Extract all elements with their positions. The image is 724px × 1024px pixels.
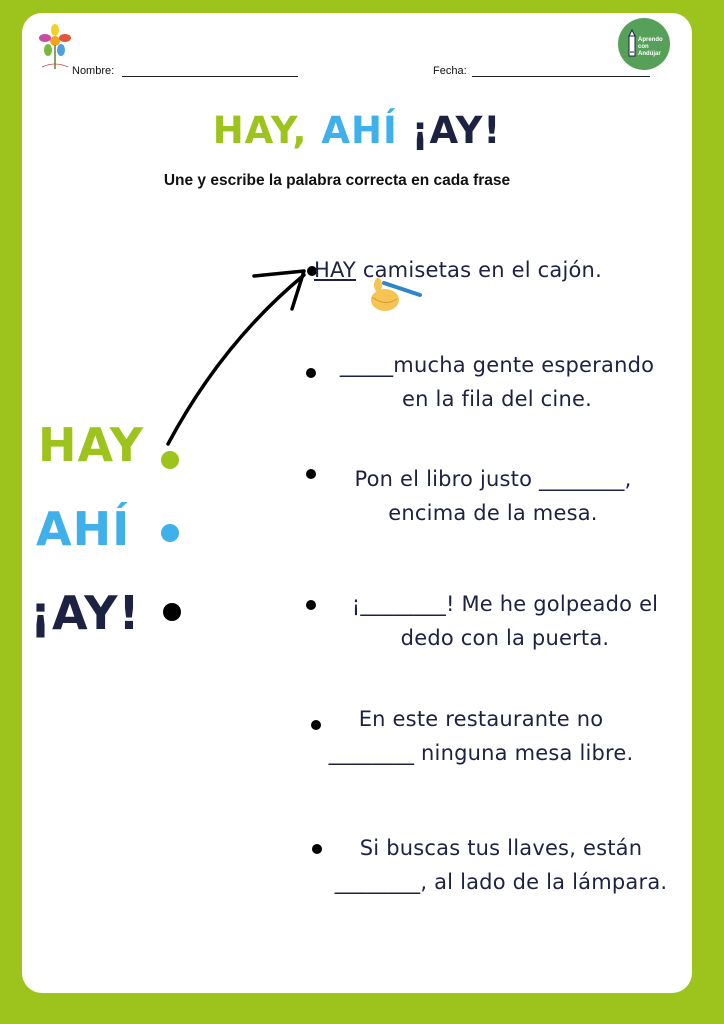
worksheet (22, 13, 692, 993)
sentence-5-line2: ________ ninguna mesa libre. (328, 741, 634, 765)
sentence-1-answer[interactable]: HAY (314, 258, 356, 282)
title-hay: HAY, (212, 109, 308, 152)
nombre-label: Nombre: (72, 65, 115, 77)
instructions: Une y escribe la palabra correcta en cada frase (163, 172, 511, 189)
sentence-6-line1: Si buscas tus llaves, están (359, 836, 643, 860)
sentence-3-line2: encima de la mesa. (388, 501, 598, 525)
word-ahi: AHÍ (36, 502, 131, 556)
sentence-4-bullet[interactable] (306, 600, 316, 610)
fecha-label: Fecha: (433, 65, 467, 77)
title-ahi: AHÍ (321, 109, 398, 152)
sentence-5-line1: En este restaurante no (358, 707, 604, 731)
sentence-1 (314, 253, 602, 287)
sentence-4 (320, 587, 690, 655)
sentence-3-bullet[interactable] (306, 469, 316, 479)
sentence-2-line2: en la fila del cine. (402, 387, 592, 411)
sentence-2-line1: _____mucha gente esperando (339, 353, 655, 377)
sentence-3-line1: Pon el libro justo ________, (354, 467, 632, 491)
sentence-4-line2: dedo con la puerta. (400, 626, 610, 650)
logo-badge-text: Aprendo con Andújar (638, 37, 663, 57)
sentence-6-line2: ________, al lado de la lámpara. (334, 870, 668, 894)
sentence-1-text: camisetas en el cajón. (355, 258, 602, 282)
sentence-4-line1: ¡________! Me he golpeado el (351, 592, 659, 616)
title-ay: ¡AY! (411, 109, 502, 152)
sentence-5 (306, 702, 656, 770)
word-ay: ¡AY! (30, 586, 141, 640)
word-hay: HAY (38, 418, 145, 472)
sentence-3 (318, 462, 668, 530)
sentence-6 (312, 831, 690, 899)
sentence-2 (312, 348, 682, 416)
